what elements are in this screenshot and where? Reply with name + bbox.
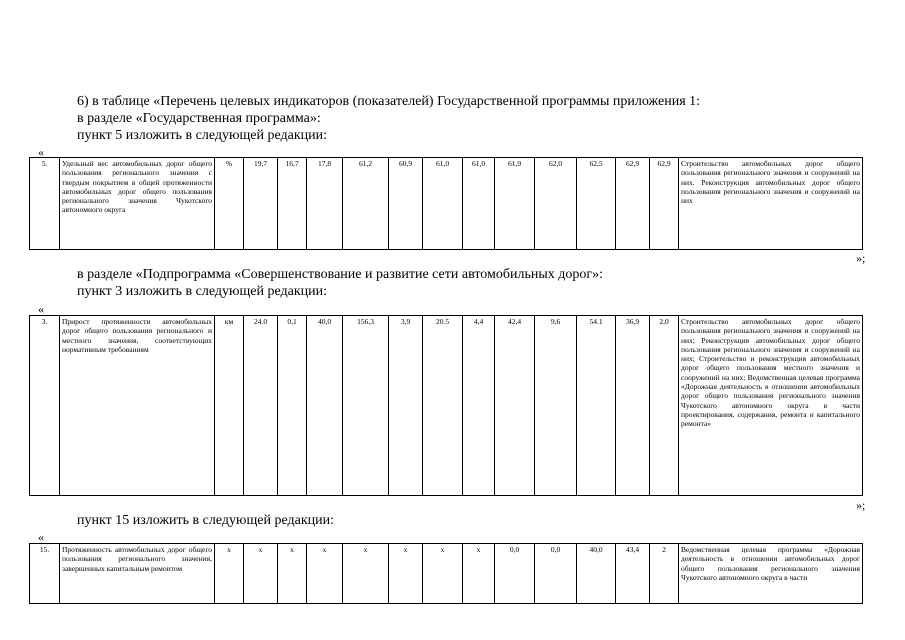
value-cell: 43,4 bbox=[616, 544, 650, 604]
value-cell: 156,3 bbox=[343, 316, 389, 496]
value-cell: 2 bbox=[650, 544, 679, 604]
unit-cell: x bbox=[215, 544, 244, 604]
value-cell: 62,5 bbox=[577, 158, 616, 250]
value-cell: 2,0 bbox=[650, 316, 679, 496]
value-cell: 16,7 bbox=[278, 158, 307, 250]
indicator-table bbox=[29, 543, 863, 604]
value-cell: 3,9 bbox=[389, 316, 423, 496]
value-cell: 9,6 bbox=[535, 316, 577, 496]
value-cell: x bbox=[244, 544, 278, 604]
value-cell: 0,0 bbox=[535, 544, 577, 604]
row-number: 15. bbox=[30, 544, 60, 604]
value-cell: 62,9 bbox=[616, 158, 650, 250]
program-cell: Строительство автомобильных дорог общего пользования регионального значения и сооружений на них. Реконструкция автомобильных дорог общего пользования регионального значения и сооружений на них bbox=[679, 158, 863, 250]
closing-quote: »; bbox=[856, 498, 866, 512]
value-cell: 19,7 bbox=[244, 158, 278, 250]
value-cell: 40,0 bbox=[307, 316, 343, 496]
value-cell: 24.0 bbox=[244, 316, 278, 496]
instruction-line: 6) в таблице «Перечень целевых индикаторов (показателей) Государственной программы приложения 1: bbox=[77, 94, 701, 109]
value-cell: x bbox=[463, 544, 495, 604]
value-cell: 62,0 bbox=[535, 158, 577, 250]
value-cell: 0,0 bbox=[495, 544, 535, 604]
item-instruction: пункт 3 изложить в следующей редакции: bbox=[77, 284, 327, 299]
program-cell: Ведомственная целевая программа «Дорожная деятельность в отношении автомобильных дорог общего пользования регионального значения Чукотского автономного округа в части bbox=[679, 544, 863, 604]
value-cell: 40,0 bbox=[577, 544, 616, 604]
value-cell: 36,9 bbox=[616, 316, 650, 496]
indicator-name: Прирост протяженности автомобильных дорог общего пользования регионального и местного значения, соответствующих нормативным требованиям bbox=[60, 316, 215, 496]
value-cell: 62,9 bbox=[650, 158, 679, 250]
value-cell: 60,9 bbox=[389, 158, 423, 250]
section-heading: в разделе «Государственная программа»: bbox=[77, 111, 321, 126]
program-cell: Строительство автомобильных дорог общего пользования регионального значения и сооружений на них; Реконструкция автомобильных дорог общего пользования регионального значения и сооружений на них; Строительство и реконструкция автомобильных дорог общего пользования местного значения и сооружений на них; Ведомственная целевая программа «Дорожная деятельность в отношении автомобильных дорог общего пользования регионального значения Чукотского автономного округа в части проектирования, содержания, ремонта и капитального ремонта» bbox=[679, 316, 863, 496]
value-cell: 42,4 bbox=[495, 316, 535, 496]
indicator-name: Протяженность автомобильных дорог общего пользования регионального значения, завершенных капитальным ремонтом bbox=[60, 544, 215, 604]
closing-quote: »; bbox=[856, 251, 866, 265]
value-cell: 17,8 bbox=[307, 158, 343, 250]
item-instruction: пункт 15 изложить в следующей редакции: bbox=[77, 513, 334, 528]
table-row bbox=[30, 316, 863, 496]
value-cell: x bbox=[307, 544, 343, 604]
item-instruction: пункт 5 изложить в следующей редакции: bbox=[77, 128, 327, 143]
indicator-table bbox=[29, 315, 863, 496]
value-cell: x bbox=[343, 544, 389, 604]
indicator-table bbox=[29, 157, 863, 250]
value-cell: 61,0 bbox=[463, 158, 495, 250]
value-cell: x bbox=[423, 544, 463, 604]
opening-quote: « bbox=[38, 302, 44, 316]
value-cell: x bbox=[278, 544, 307, 604]
value-cell: 61,9 bbox=[495, 158, 535, 250]
opening-quote: « bbox=[38, 530, 44, 544]
table-row bbox=[30, 158, 863, 250]
row-number: 3. bbox=[30, 316, 60, 496]
value-cell: 61,0 bbox=[423, 158, 463, 250]
row-number: 5. bbox=[30, 158, 60, 250]
table-row bbox=[30, 544, 863, 604]
value-cell: 54.1 bbox=[577, 316, 616, 496]
opening-quote: « bbox=[38, 145, 44, 159]
value-cell: 20.5 bbox=[423, 316, 463, 496]
value-cell: 61,2 bbox=[343, 158, 389, 250]
indicator-name: Удельный вес автомобильных дорог общего пользования регионального значения с твердым покрытием в общей протяженности автомобильных дорог общего пользования регионального значения Чукотского автономного округа bbox=[60, 158, 215, 250]
unit-cell: км bbox=[215, 316, 244, 496]
value-cell: 0,1 bbox=[278, 316, 307, 496]
section-heading: в разделе «Подпрограмма «Совершенствование и развитие сети автомобильных дорог»: bbox=[77, 267, 604, 282]
value-cell: 4,4 bbox=[463, 316, 495, 496]
value-cell: x bbox=[389, 544, 423, 604]
unit-cell: % bbox=[215, 158, 244, 250]
